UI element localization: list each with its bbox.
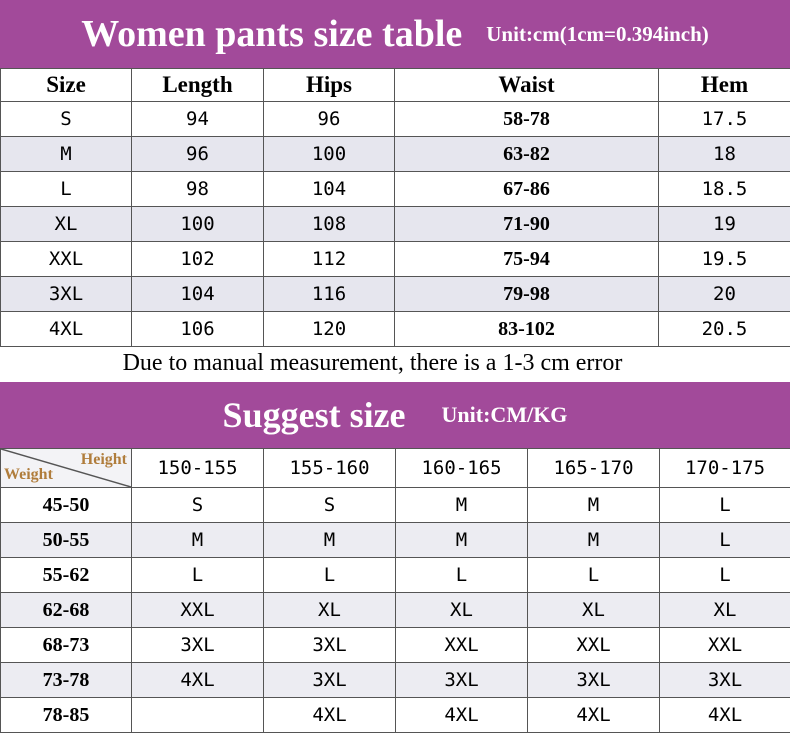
table-row <box>1 242 790 277</box>
size-table <box>0 68 790 347</box>
length-cell: 104 <box>132 277 264 312</box>
suggested-size-cell: 4XL <box>396 698 528 733</box>
size-table-header-row <box>1 69 790 102</box>
hem-cell: 18 <box>659 137 790 172</box>
suggested-size-cell: S <box>264 488 396 523</box>
suggested-size-cell: L <box>660 488 790 523</box>
weight-cell: 68-73 <box>1 628 132 663</box>
waist-cell: 79-98 <box>395 277 659 312</box>
suggest-size-table <box>0 448 790 733</box>
table-row <box>1 663 790 698</box>
hips-cell: 112 <box>264 242 395 277</box>
suggest-size-title: Suggest size <box>222 395 406 435</box>
header-hips: Hips <box>264 69 395 102</box>
length-cell: 98 <box>132 172 264 207</box>
size-cell: S <box>1 102 132 137</box>
weight-cell: 78-85 <box>1 698 132 733</box>
suggested-size-cell: 3XL <box>396 663 528 698</box>
measurement-note: Due to manual measurement, there is a 1-3 cm error <box>122 350 623 376</box>
suggested-size-cell: XL <box>660 593 790 628</box>
table-row <box>1 277 790 312</box>
height-header: 150-155 <box>132 449 264 488</box>
hips-cell: 96 <box>264 102 395 137</box>
suggested-size-cell: L <box>264 558 396 593</box>
hips-cell: 100 <box>264 137 395 172</box>
suggest-size-unit: Unit:CM/KG <box>441 402 568 427</box>
suggested-size-cell: XXL <box>528 628 660 663</box>
hips-cell: 120 <box>264 312 395 347</box>
length-cell: 106 <box>132 312 264 347</box>
length-cell: 94 <box>132 102 264 137</box>
size-table-unit: Unit:cm(1cm=0.394inch) <box>486 21 709 46</box>
suggested-size-cell: 3XL <box>528 663 660 698</box>
suggest-size-banner <box>0 382 790 448</box>
suggested-size-cell: M <box>264 523 396 558</box>
table-row <box>1 102 790 137</box>
suggested-size-cell: 4XL <box>528 698 660 733</box>
table-row <box>1 593 790 628</box>
size-cell: XXL <box>1 242 132 277</box>
waist-cell: 58-78 <box>395 102 659 137</box>
suggested-size-cell: M <box>396 488 528 523</box>
size-cell: M <box>1 137 132 172</box>
size-table-banner <box>0 0 790 68</box>
waist-cell: 67-86 <box>395 172 659 207</box>
size-cell: 4XL <box>1 312 132 347</box>
suggested-size-cell <box>132 698 264 733</box>
suggested-size-cell: XL <box>396 593 528 628</box>
height-weight-corner-cell <box>1 449 132 488</box>
suggested-size-cell: 3XL <box>264 628 396 663</box>
header-size: Size <box>1 69 132 102</box>
size-cell: 3XL <box>1 277 132 312</box>
suggested-size-cell: L <box>396 558 528 593</box>
weight-cell: 55-62 <box>1 558 132 593</box>
weight-axis-label: Weight <box>4 466 53 483</box>
table-row <box>1 698 790 733</box>
height-header: 160-165 <box>396 449 528 488</box>
suggested-size-cell: XL <box>264 593 396 628</box>
suggested-size-cell: 3XL <box>660 663 790 698</box>
waist-cell: 83-102 <box>395 312 659 347</box>
hem-cell: 18.5 <box>659 172 790 207</box>
table-row <box>1 172 790 207</box>
suggested-size-cell: S <box>132 488 264 523</box>
hips-cell: 108 <box>264 207 395 242</box>
height-header: 165-170 <box>528 449 660 488</box>
table-row <box>1 628 790 663</box>
hips-cell: 104 <box>264 172 395 207</box>
weight-cell: 45-50 <box>1 488 132 523</box>
suggested-size-cell: 3XL <box>132 628 264 663</box>
table-row <box>1 137 790 172</box>
hem-cell: 19 <box>659 207 790 242</box>
height-header: 170-175 <box>660 449 790 488</box>
waist-cell: 75-94 <box>395 242 659 277</box>
suggested-size-cell: L <box>528 558 660 593</box>
header-waist: Waist <box>395 69 659 102</box>
suggested-size-cell: M <box>132 523 264 558</box>
hem-cell: 19.5 <box>659 242 790 277</box>
hips-cell: 116 <box>264 277 395 312</box>
header-length: Length <box>132 69 264 102</box>
table-row <box>1 523 790 558</box>
waist-cell: 71-90 <box>395 207 659 242</box>
suggested-size-cell: XXL <box>396 628 528 663</box>
suggested-size-cell: 3XL <box>264 663 396 698</box>
size-table-title: Women pants size table <box>81 13 463 55</box>
length-cell: 96 <box>132 137 264 172</box>
suggested-size-cell: M <box>396 523 528 558</box>
table-row <box>1 312 790 347</box>
suggested-size-cell: XXL <box>132 593 264 628</box>
hem-cell: 20.5 <box>659 312 790 347</box>
suggested-size-cell: L <box>660 558 790 593</box>
table-row <box>1 488 790 523</box>
suggested-size-cell: 4XL <box>264 698 396 733</box>
height-header: 155-160 <box>264 449 396 488</box>
suggested-size-cell: M <box>528 488 660 523</box>
size-cell: L <box>1 172 132 207</box>
length-cell: 100 <box>132 207 264 242</box>
length-cell: 102 <box>132 242 264 277</box>
suggested-size-cell: 4XL <box>132 663 264 698</box>
weight-cell: 62-68 <box>1 593 132 628</box>
suggested-size-cell: XL <box>528 593 660 628</box>
suggested-size-cell: L <box>132 558 264 593</box>
weight-cell: 73-78 <box>1 663 132 698</box>
waist-cell: 63-82 <box>395 137 659 172</box>
table-row <box>1 558 790 593</box>
hem-cell: 17.5 <box>659 102 790 137</box>
suggested-size-cell: XXL <box>660 628 790 663</box>
suggested-size-cell: M <box>528 523 660 558</box>
hem-cell: 20 <box>659 277 790 312</box>
header-hem: Hem <box>659 69 790 102</box>
size-cell: XL <box>1 207 132 242</box>
weight-cell: 50-55 <box>1 523 132 558</box>
table-row <box>1 207 790 242</box>
suggested-size-cell: L <box>660 523 790 558</box>
height-header-row <box>1 449 790 488</box>
suggested-size-cell: 4XL <box>660 698 790 733</box>
height-axis-label: Height <box>80 451 127 468</box>
